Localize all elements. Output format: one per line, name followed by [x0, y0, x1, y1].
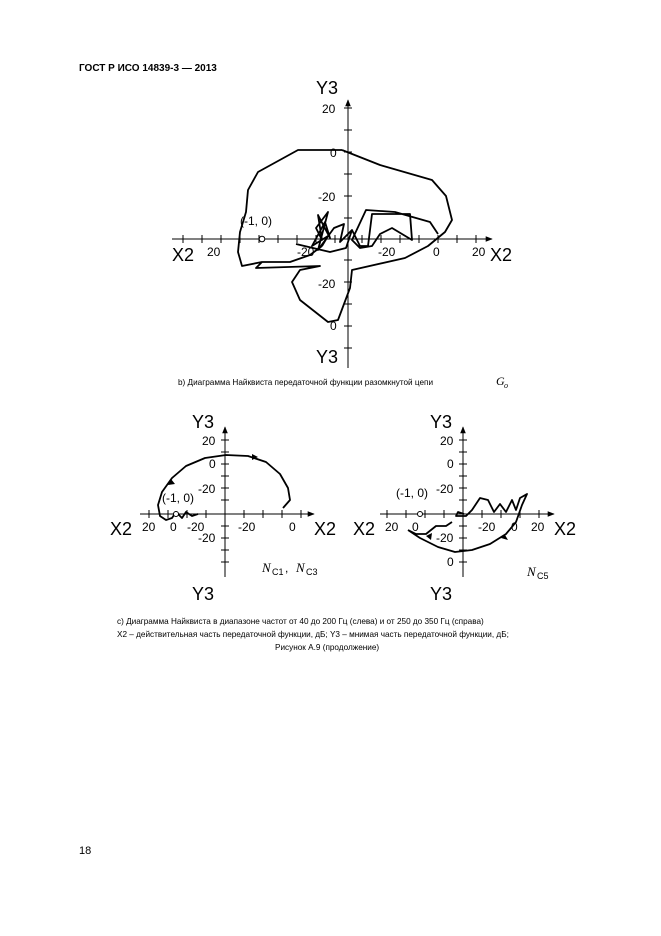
figure-c-right-nyquist: [353, 412, 576, 604]
figure-c-left-point-marker: [174, 512, 179, 517]
figure-c-right-n-sub: C5: [537, 571, 549, 581]
figure-b-y-label-bottom: Y3: [316, 347, 339, 367]
figure-b-point-label: (-1, 0): [240, 214, 273, 228]
figure-b-nyquist-curve: [238, 150, 452, 322]
figure-c-left-point-label: (-1, 0): [162, 491, 195, 505]
caption-c-line-1: c) Диаграмма Найквиста в диапазоне частот от 40 до 200 Гц (слева) и от 250 до 350 Гц (справа): [117, 617, 484, 626]
figure-c-left-x-label-right: X2: [314, 519, 337, 539]
document-code: ГОСТ Р ИСО 14839-3 — 2013: [79, 63, 217, 74]
figure-c-left-sep: ,: [285, 561, 289, 575]
figure-c-right-y-tick: 0: [447, 457, 454, 471]
figure-b-y-tick: -20: [318, 190, 336, 204]
figure-b-x-tick: 0: [433, 245, 440, 259]
figure-c-right-x-tick: -20: [478, 520, 496, 534]
figure-b-nyquist: [172, 78, 512, 368]
figure-c-right-x-tick: 20: [385, 520, 399, 534]
figure-c-right-x-tick: 0: [511, 520, 518, 534]
figure-c-right-x-label-left: X2: [353, 519, 376, 539]
figure-c-left-x-label-left: X2: [110, 519, 133, 539]
figure-c-left-y-label-top: Y3: [192, 412, 215, 432]
figure-c-right-y-tick: 0: [447, 555, 454, 569]
figure-c-right-y-tick: -20: [436, 482, 454, 496]
caption-b-subscript: o: [504, 381, 508, 390]
figure-c-left-x-tick: 0: [289, 520, 296, 534]
caption-b-symbol: G: [496, 374, 505, 388]
figure-c-left-n2-sub: C3: [306, 567, 318, 577]
figure-c-right-y-tick: -20: [436, 531, 454, 545]
figure-c-right-x-tick: 0: [412, 520, 419, 534]
figure-c-left-nyquist: [110, 412, 336, 604]
figure-c-left-x-tick: 0: [170, 520, 177, 534]
figure-b-point-marker: [259, 236, 265, 242]
figure-c-left-x-tick: -20: [238, 520, 256, 534]
caption-c-line-2: X2 – действительная часть передаточной функции, дБ; Y3 – мнимая часть передаточной функции, дБ;: [117, 630, 509, 639]
caption-b: [178, 374, 508, 390]
figure-c-left-y-label-bottom: Y3: [192, 584, 215, 604]
figure-c-right-y-label-bottom: Y3: [430, 584, 453, 604]
figure-c-left-y-tick: 0: [209, 457, 216, 471]
page-number: 18: [79, 845, 92, 857]
caption-b-text: b) Диаграмма Найквиста передаточной функции разомкнутой цепи: [178, 378, 434, 387]
figure-b-x-tick: 20: [472, 245, 486, 259]
figure-c-right-y-tick: 20: [440, 434, 454, 448]
figure-c-left-n-labels: [261, 560, 318, 577]
figure-c-left-x-tick: -20: [187, 520, 205, 534]
figure-b-y-tick: 20: [322, 102, 336, 116]
figure-b-x-label-right: X2: [490, 245, 513, 265]
figure-b-y-tick: -20: [318, 277, 336, 291]
figure-c-left-y-tick: 20: [202, 434, 216, 448]
figure-c-right-point-label: (-1, 0): [396, 486, 429, 500]
figure-c-left-x-tick: 20: [142, 520, 156, 534]
figure-c-left-y-tick: -20: [198, 531, 216, 545]
figure-b-x-tick: -20: [378, 245, 396, 259]
figure-c-left-n2: N: [296, 560, 305, 575]
figure-number-caption: Рисунок А.9 (продолжение): [275, 643, 380, 652]
figure-b-y-label-top: Y3: [316, 78, 339, 98]
figure-b-y-tick: 0: [330, 146, 337, 160]
figure-b-x-label-left: X2: [172, 245, 195, 265]
figure-b-y-tick: 0: [330, 319, 337, 333]
figure-c-left-y-tick: -20: [198, 482, 216, 496]
figure-c-right-x-label-right: X2: [554, 519, 577, 539]
figure-b-x-tick: 20: [207, 245, 221, 259]
figure-c-right-n: N: [527, 564, 536, 579]
figure-c-left-n1: N: [262, 560, 271, 575]
figure-c-right-curve: [408, 494, 527, 552]
figure-c-left-n1-sub: C1: [272, 567, 284, 577]
figure-c-right-y-label-top: Y3: [430, 412, 453, 432]
figure-c-right-point-marker: [418, 512, 423, 517]
figure-b-x-tick: -20: [297, 245, 315, 259]
figure-c-right-n-label: [526, 564, 549, 581]
figure-c-right-x-tick: 20: [531, 520, 545, 534]
